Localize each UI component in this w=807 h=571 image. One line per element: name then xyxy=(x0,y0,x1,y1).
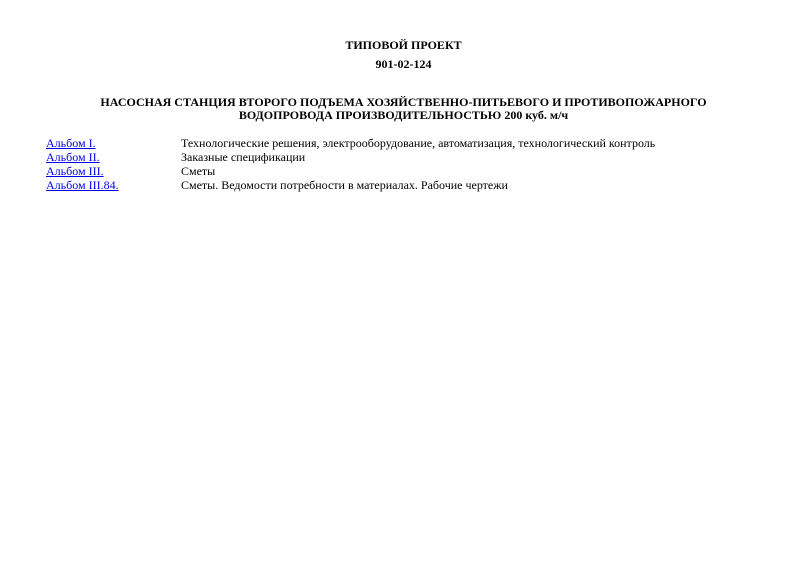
project-title: НАСОСНАЯ СТАНЦИЯ ВТОРОГО ПОДЪЕМА ХОЗЯЙСТВЕННО-ПИТЬЕВОГО И ПРОТИВОПОЖАРНОГО ВОДОПРОВОДА ПРОИЗВОДИТЕЛЬНОСТЬЮ 200 куб. м/ч xyxy=(100,95,707,122)
album-1-link[interactable]: Альбом I. xyxy=(46,136,96,150)
album-2-description: Заказные спецификации xyxy=(181,150,306,164)
album-3-description: Сметы xyxy=(181,164,216,178)
album-2-link[interactable]: Альбом II. xyxy=(46,150,100,164)
album-3-84-link[interactable]: Альбом III.84. xyxy=(46,178,119,192)
project-type-heading: ТИПОВОЙ ПРОЕКТ xyxy=(345,38,462,52)
album-row xyxy=(46,164,766,178)
project-code-heading: 901-02-124 xyxy=(375,57,432,71)
albums-list xyxy=(46,136,766,192)
album-row xyxy=(46,136,766,150)
album-row xyxy=(46,150,766,164)
album-1-description: Технологические решения, электрооборудование, автоматизация, технологический контроль xyxy=(181,136,656,150)
album-row xyxy=(46,178,766,192)
album-3-link[interactable]: Альбом III. xyxy=(46,164,104,178)
album-3-84-description: Сметы. Ведомости потребности в материалах. Рабочие чертежи xyxy=(181,178,508,192)
